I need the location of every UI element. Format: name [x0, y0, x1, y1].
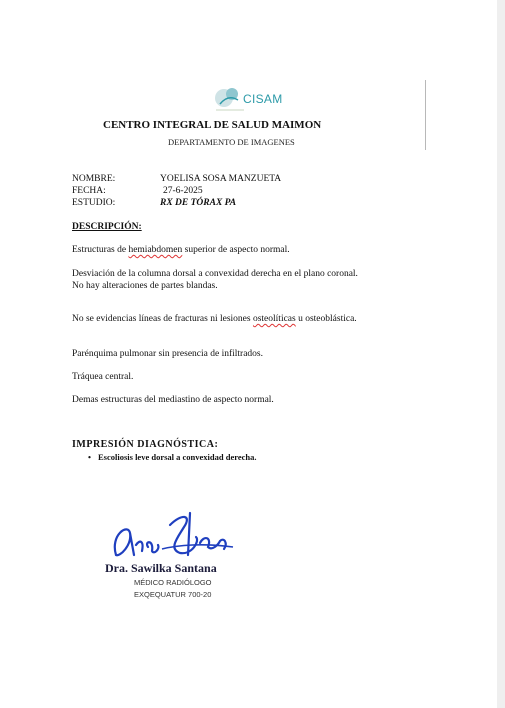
text-line: Desviación de la columna dorsal a convexidad derecha en el plano coronal. — [72, 269, 358, 279]
margin-marker — [425, 80, 426, 150]
spellcheck-word: hemiabdomen — [128, 245, 183, 255]
text-line: No hay alteraciones de partes blandas. — [72, 281, 218, 291]
finding-paragraph-4: Parénquima pulmonar sin presencia de infiltrados. — [72, 349, 264, 359]
name-label: NOMBRE: — [72, 174, 116, 184]
impression-item — [88, 452, 257, 462]
text-span: Estructuras de — [72, 245, 129, 255]
logo-text: CISAM — [243, 92, 283, 106]
name-value: YOELISA SOSA MANZUETA — [160, 174, 282, 184]
institution-title: CENTRO INTEGRAL DE SALUD MAIMON — [103, 119, 322, 131]
finding-paragraph-1 — [72, 244, 412, 256]
doctor-role: MÉDICO RADIÓLOGO — [134, 578, 212, 587]
finding-paragraph-5: Tráquea central. — [72, 372, 134, 382]
doctor-name: Dra. Sawilka Santana — [105, 561, 217, 575]
text-span: superior de aspecto normal. — [182, 245, 290, 255]
text-span: No se evidencias líneas de fracturas ni lesiones — [72, 314, 253, 324]
description-heading: DESCRIPCIÓN: — [72, 222, 142, 232]
date-label: FECHA: — [72, 186, 106, 196]
date-value: 27-6-2025 — [163, 186, 203, 196]
spellcheck-word: osteolíticas — [252, 314, 296, 324]
doctor-exequatur: EXQEQUATUR 700-20 — [134, 590, 212, 599]
text-span: u osteoblástica. — [295, 314, 357, 324]
bullet-icon: • — [88, 452, 91, 462]
finding-paragraph-6: Demas estructuras del mediastino de aspecto normal. — [72, 395, 274, 405]
finding-paragraph-2 — [72, 268, 412, 292]
finding-paragraph-3 — [72, 313, 412, 325]
impression-heading: IMPRESIÓN DIAGNÓSTICA: — [72, 439, 219, 450]
impression-text: Escoliosis leve dorsal a convexidad derecha. — [98, 452, 257, 462]
study-label: ESTUDIO: — [72, 198, 116, 208]
study-value: RX DE TÓRAX PA — [160, 198, 237, 208]
vertical-scrollbar[interactable] — [497, 0, 505, 708]
department-subtitle: DEPARTAMENTO DE IMAGENES — [168, 137, 295, 147]
handwritten-signature — [108, 505, 238, 565]
